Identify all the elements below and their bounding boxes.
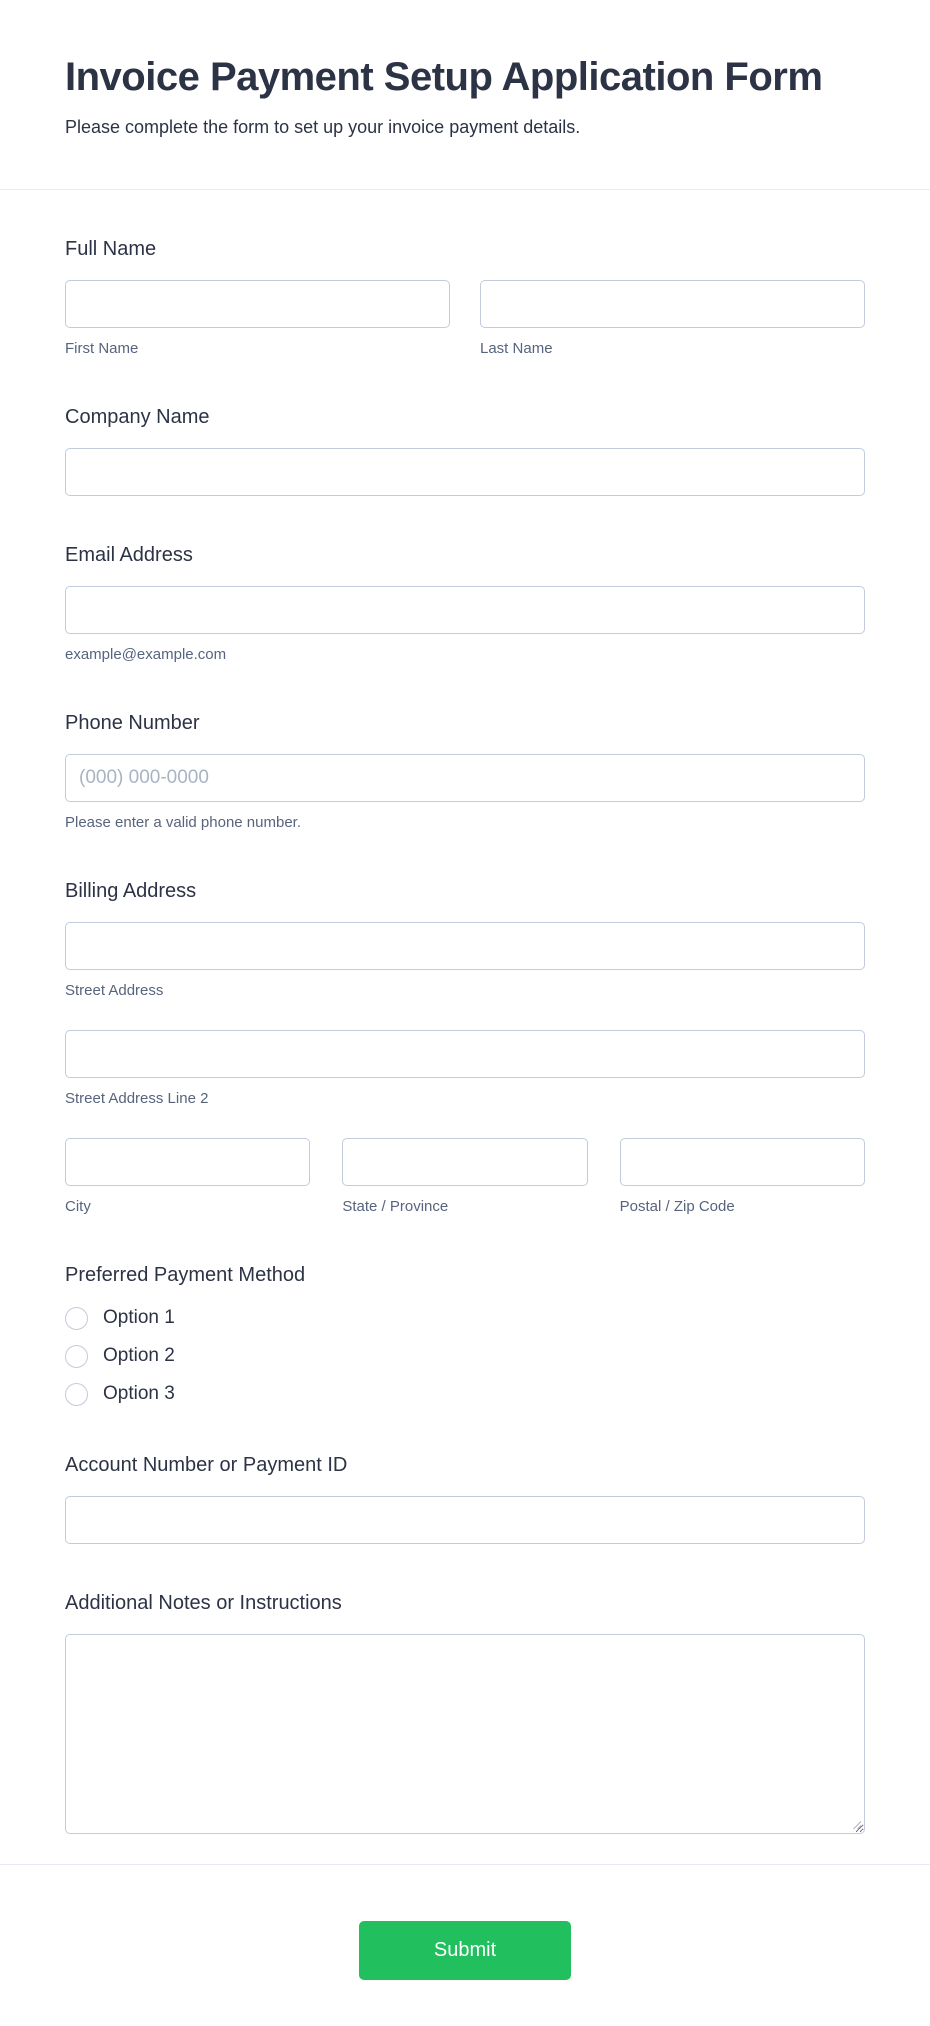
payment-method-label: Preferred Payment Method	[65, 1264, 306, 1286]
postal-sublabel: Postal / Zip Code	[619, 1198, 735, 1215]
company-name-input[interactable]	[65, 448, 865, 496]
form-body	[0, 190, 930, 1864]
city-input[interactable]	[65, 1138, 310, 1186]
city-state-zip-row	[65, 1138, 865, 1216]
notes-textarea-wrap	[65, 1634, 865, 1834]
page-subtitle: Please complete the form to set up your invoice payment details.	[65, 117, 581, 137]
city-col	[65, 1138, 310, 1216]
payment-option-3-label: Option 3	[103, 1383, 175, 1404]
phone-label: Phone Number	[65, 712, 200, 734]
form-footer	[0, 1864, 930, 2026]
state-sublabel: State / Province	[342, 1198, 449, 1215]
state-input[interactable]	[342, 1138, 587, 1186]
phone-helper-text: Please enter a valid phone number.	[65, 814, 301, 831]
company-name-label: Company Name	[65, 406, 210, 428]
account-number-label: Account Number or Payment ID	[65, 1454, 348, 1476]
account-number-input[interactable]	[65, 1496, 865, 1544]
street-address-input[interactable]	[65, 922, 865, 970]
street-address-sublabel: Street Address	[65, 982, 164, 999]
street-address-2-subfield	[65, 1030, 865, 1108]
first-name-col	[65, 280, 450, 358]
full-name-row	[65, 280, 865, 358]
billing-address-field	[65, 878, 865, 1216]
payment-option-2-radio[interactable]	[65, 1345, 88, 1368]
full-name-field	[65, 236, 865, 358]
page-title: Invoice Payment Setup Application Form	[65, 55, 823, 99]
email-input[interactable]	[65, 586, 865, 634]
email-field	[65, 542, 865, 664]
city-sublabel: City	[65, 1198, 91, 1215]
payment-option-3-radio[interactable]	[65, 1383, 88, 1406]
full-name-label: Full Name	[65, 238, 157, 260]
phone-field	[65, 710, 865, 832]
payment-option-1-label: Option 1	[103, 1307, 175, 1328]
submit-button[interactable]: Submit	[359, 1921, 571, 1980]
street-address-subfield	[65, 922, 865, 1000]
first-name-input[interactable]	[65, 280, 450, 328]
street-address-2-input[interactable]	[65, 1030, 865, 1078]
payment-option-3-row[interactable]	[65, 1382, 865, 1406]
notes-label: Additional Notes or Instructions	[65, 1592, 342, 1614]
postal-input[interactable]	[620, 1138, 865, 1186]
first-name-sublabel: First Name	[65, 340, 139, 357]
phone-input[interactable]	[65, 754, 865, 802]
postal-col	[620, 1138, 865, 1216]
form-header	[0, 0, 930, 190]
last-name-sublabel: Last Name	[480, 340, 553, 357]
account-number-field	[65, 1452, 865, 1544]
company-name-field	[65, 404, 865, 496]
state-col	[342, 1138, 587, 1216]
payment-option-2-label: Option 2	[103, 1345, 175, 1366]
payment-method-radio-group	[65, 1306, 865, 1406]
street-address-2-sublabel: Street Address Line 2	[65, 1090, 209, 1107]
last-name-col	[480, 280, 865, 358]
billing-address-label: Billing Address	[65, 880, 197, 902]
payment-option-1-radio[interactable]	[65, 1307, 88, 1330]
email-helper-text: example@example.com	[65, 646, 227, 663]
payment-method-field	[65, 1262, 865, 1406]
email-label: Email Address	[65, 544, 193, 566]
last-name-input[interactable]	[480, 280, 865, 328]
payment-option-2-row[interactable]	[65, 1344, 865, 1368]
notes-textarea[interactable]	[65, 1634, 865, 1834]
payment-option-1-row[interactable]	[65, 1306, 865, 1330]
notes-field	[65, 1590, 865, 1834]
